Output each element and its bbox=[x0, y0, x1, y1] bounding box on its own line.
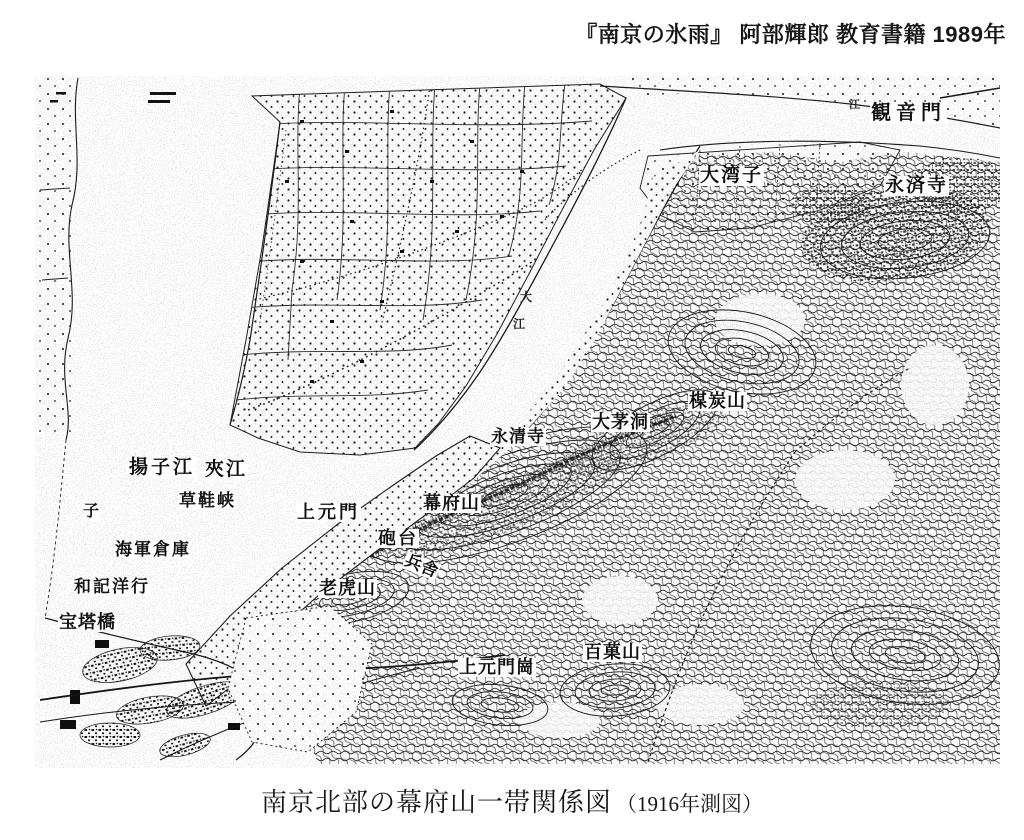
caption-title: 南京北部の幕府山一帯関係図 bbox=[260, 788, 612, 817]
map-label-navy-depot: 海軍倉庫 bbox=[115, 540, 191, 559]
map-label-laohushan: 老虎山 bbox=[319, 578, 376, 598]
map-label-yongqingsi: 永清寺 bbox=[491, 427, 545, 446]
map-label-meitanshan: 楳炭山 bbox=[689, 391, 746, 411]
map-label-eisaiji: 永済寺 bbox=[885, 175, 949, 196]
map-label-jiajiang: 夾江 bbox=[205, 459, 248, 480]
map-label-yangzijiang: 揚子江 bbox=[129, 457, 196, 478]
map-label-zi: 子 bbox=[83, 503, 100, 520]
map-label-hejiyanghang: 和記洋行 bbox=[74, 577, 150, 596]
caption-note: （1916年測図） bbox=[616, 792, 763, 816]
book-citation: 『南京の氷雨』 阿部輝郎 教育書籍 1989年 bbox=[575, 22, 1006, 47]
map-label-shangyuanmengang: 上元門崗 bbox=[459, 657, 535, 677]
map-label-jiang-small-2: 江 bbox=[513, 317, 526, 331]
map-label-damaodong: 大茅洞 bbox=[592, 412, 649, 432]
map-label-baiguoshan: 百菓山 bbox=[584, 642, 641, 662]
map-label-mufushan: 幕府山 bbox=[423, 493, 480, 513]
map-label-heisha: 兵舎 bbox=[402, 550, 441, 581]
map-label-dawanzi: 大湾子 bbox=[700, 165, 764, 186]
map-label-shangyuanmen: 上元門 bbox=[297, 502, 360, 522]
map-label-baotaqiao: 宝塔橋 bbox=[59, 612, 116, 632]
map-label-caoxiexia: 草鞋峡 bbox=[179, 491, 236, 510]
map-label-paotai: 砲台 bbox=[378, 528, 418, 548]
map-label-jiang-small-1: 江 bbox=[849, 99, 860, 111]
caption bbox=[0, 782, 1024, 819]
map-label-guanyinmen: 観音門 bbox=[871, 102, 946, 124]
map-label-da-small: 大 bbox=[520, 290, 533, 304]
